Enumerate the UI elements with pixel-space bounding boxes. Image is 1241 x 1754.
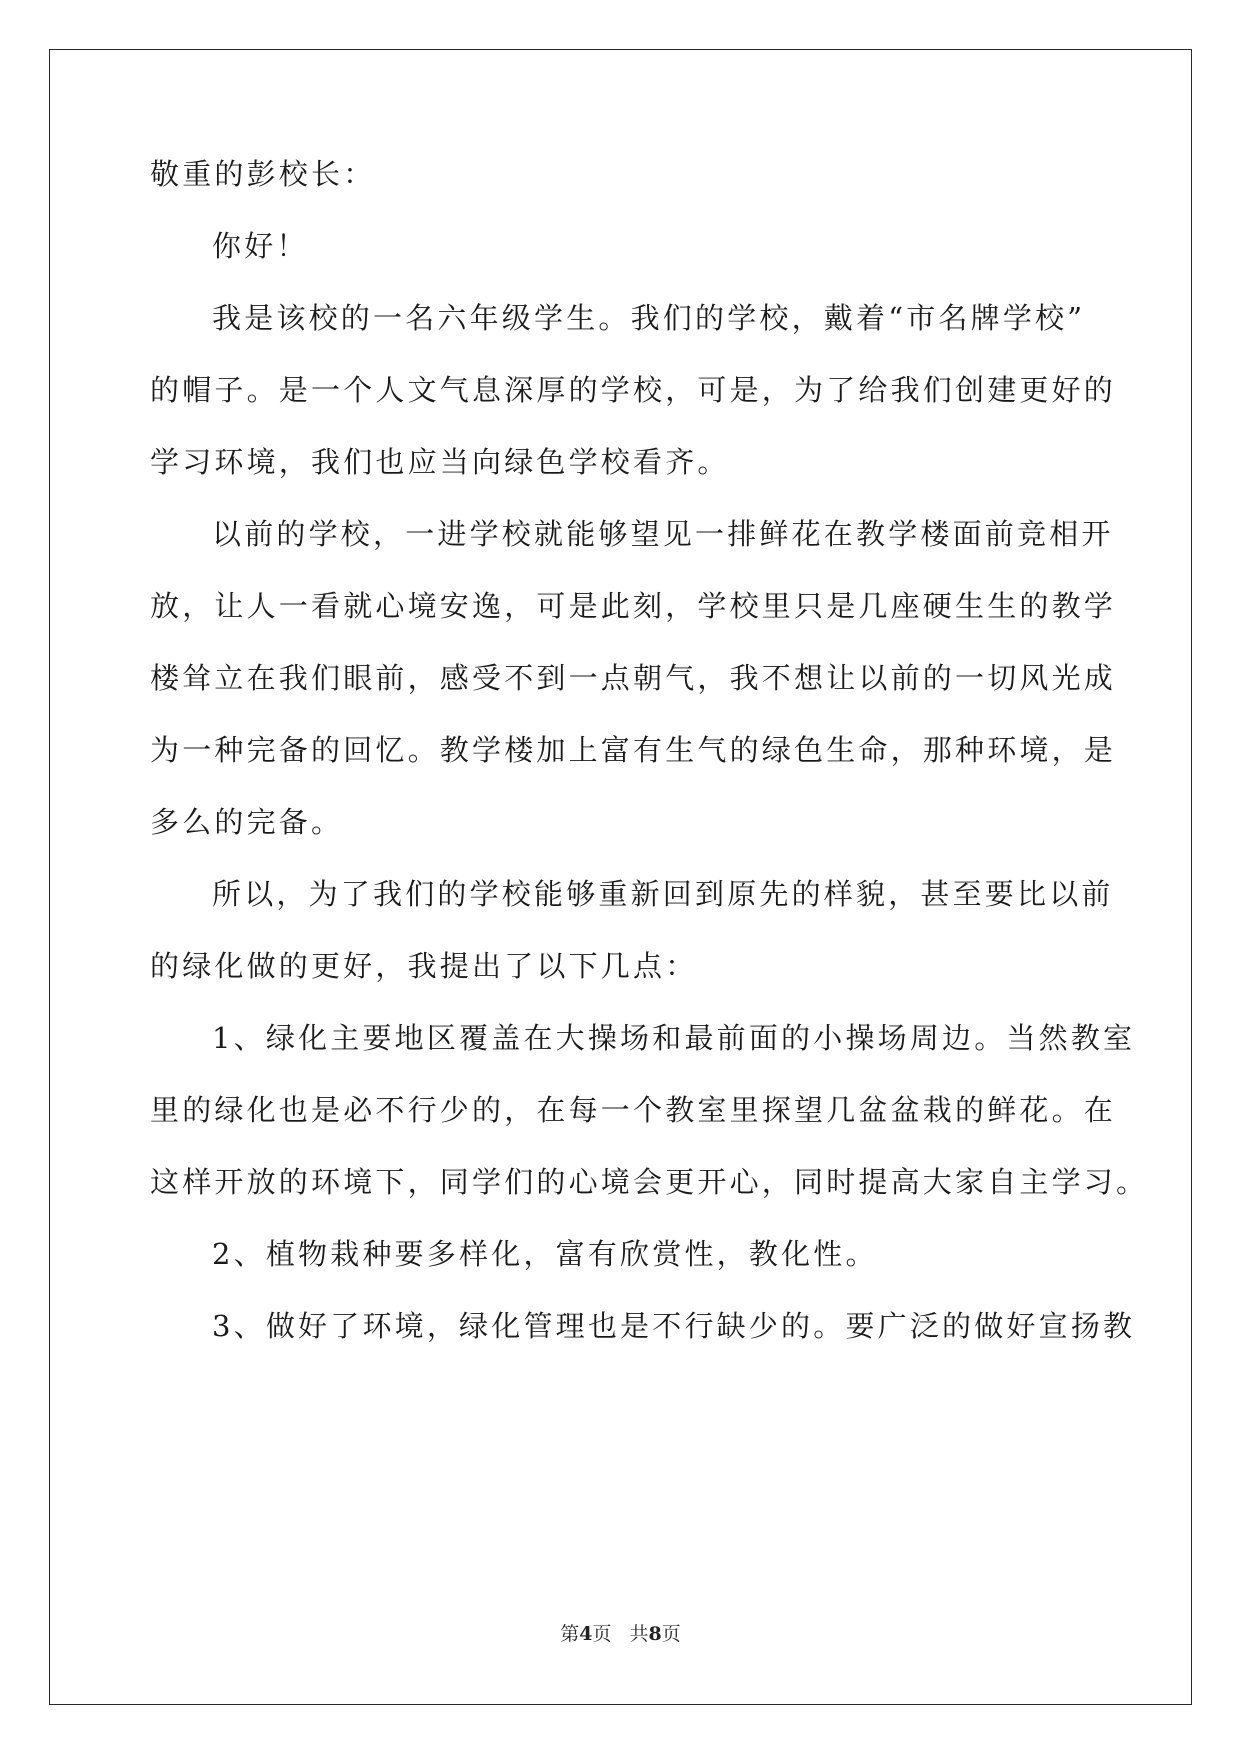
- list-item-line: 里的绿化也是必不行少的，在每一个教室里探望几盆盆栽的鲜花。在: [150, 1093, 1117, 1127]
- list-item-line: 3、做好了环境，绿化管理也是不行缺少的。要广泛的做好宣扬教: [212, 1309, 1136, 1343]
- greeting-line: 敬重的彭校长：: [150, 157, 376, 191]
- page-footer: [0, 1619, 1241, 1646]
- list-item-line: 这样开放的环境下，同学们的心境会更开心，同时提高大家自主学习。: [150, 1165, 1149, 1199]
- paragraph-line: 的帽子。是一个人文气息深厚的学校，可是，为了给我们创建更好的: [150, 373, 1117, 407]
- salutation-line: 你好！: [212, 229, 309, 263]
- paragraph-line: 的绿化做的更好，我提出了以下几点：: [150, 949, 698, 983]
- paragraph-line: 多么的完备。: [150, 805, 344, 839]
- paragraph-line: 我是该校的一名六年级学生。我们的学校，戴着“市名牌学校”: [212, 301, 1086, 335]
- footer-page-current: 4: [579, 1623, 593, 1645]
- paragraph-line: 所以，为了我们的学校能够重新回到原先的样貌，甚至要比以前: [212, 877, 1114, 911]
- paragraph-line: 学习环境，我们也应当向绿色学校看齐。: [150, 445, 730, 479]
- paragraph-line: 以前的学校，一进学校就能够望见一排鲜花在教学楼面前竞相开: [212, 517, 1114, 551]
- footer-page-unit: 页: [592, 1623, 612, 1645]
- footer-page-prefix: 第: [560, 1623, 580, 1645]
- list-item-line: 1、绿化主要地区覆盖在大操场和最前面的小操场周边。当然教室: [212, 1021, 1136, 1055]
- footer-total-unit: 页: [661, 1623, 681, 1645]
- footer-page-total: 8: [648, 1623, 662, 1645]
- paragraph-line: 为一种完备的回忆。教学楼加上富有生气的绿色生命，那种环境，是: [150, 733, 1117, 767]
- footer-total-prefix: 共: [629, 1623, 649, 1645]
- paragraph-line: 放，让人一看就心境安逸，可是此刻，学校里只是几座硬生生的教学: [150, 589, 1117, 623]
- paragraph-line: 楼耸立在我们眼前，感受不到一点朝气，我不想让以前的一切风光成: [150, 661, 1117, 695]
- list-item-line: 2、植物栽种要多样化，富有欣赏性，教化性。: [212, 1237, 878, 1271]
